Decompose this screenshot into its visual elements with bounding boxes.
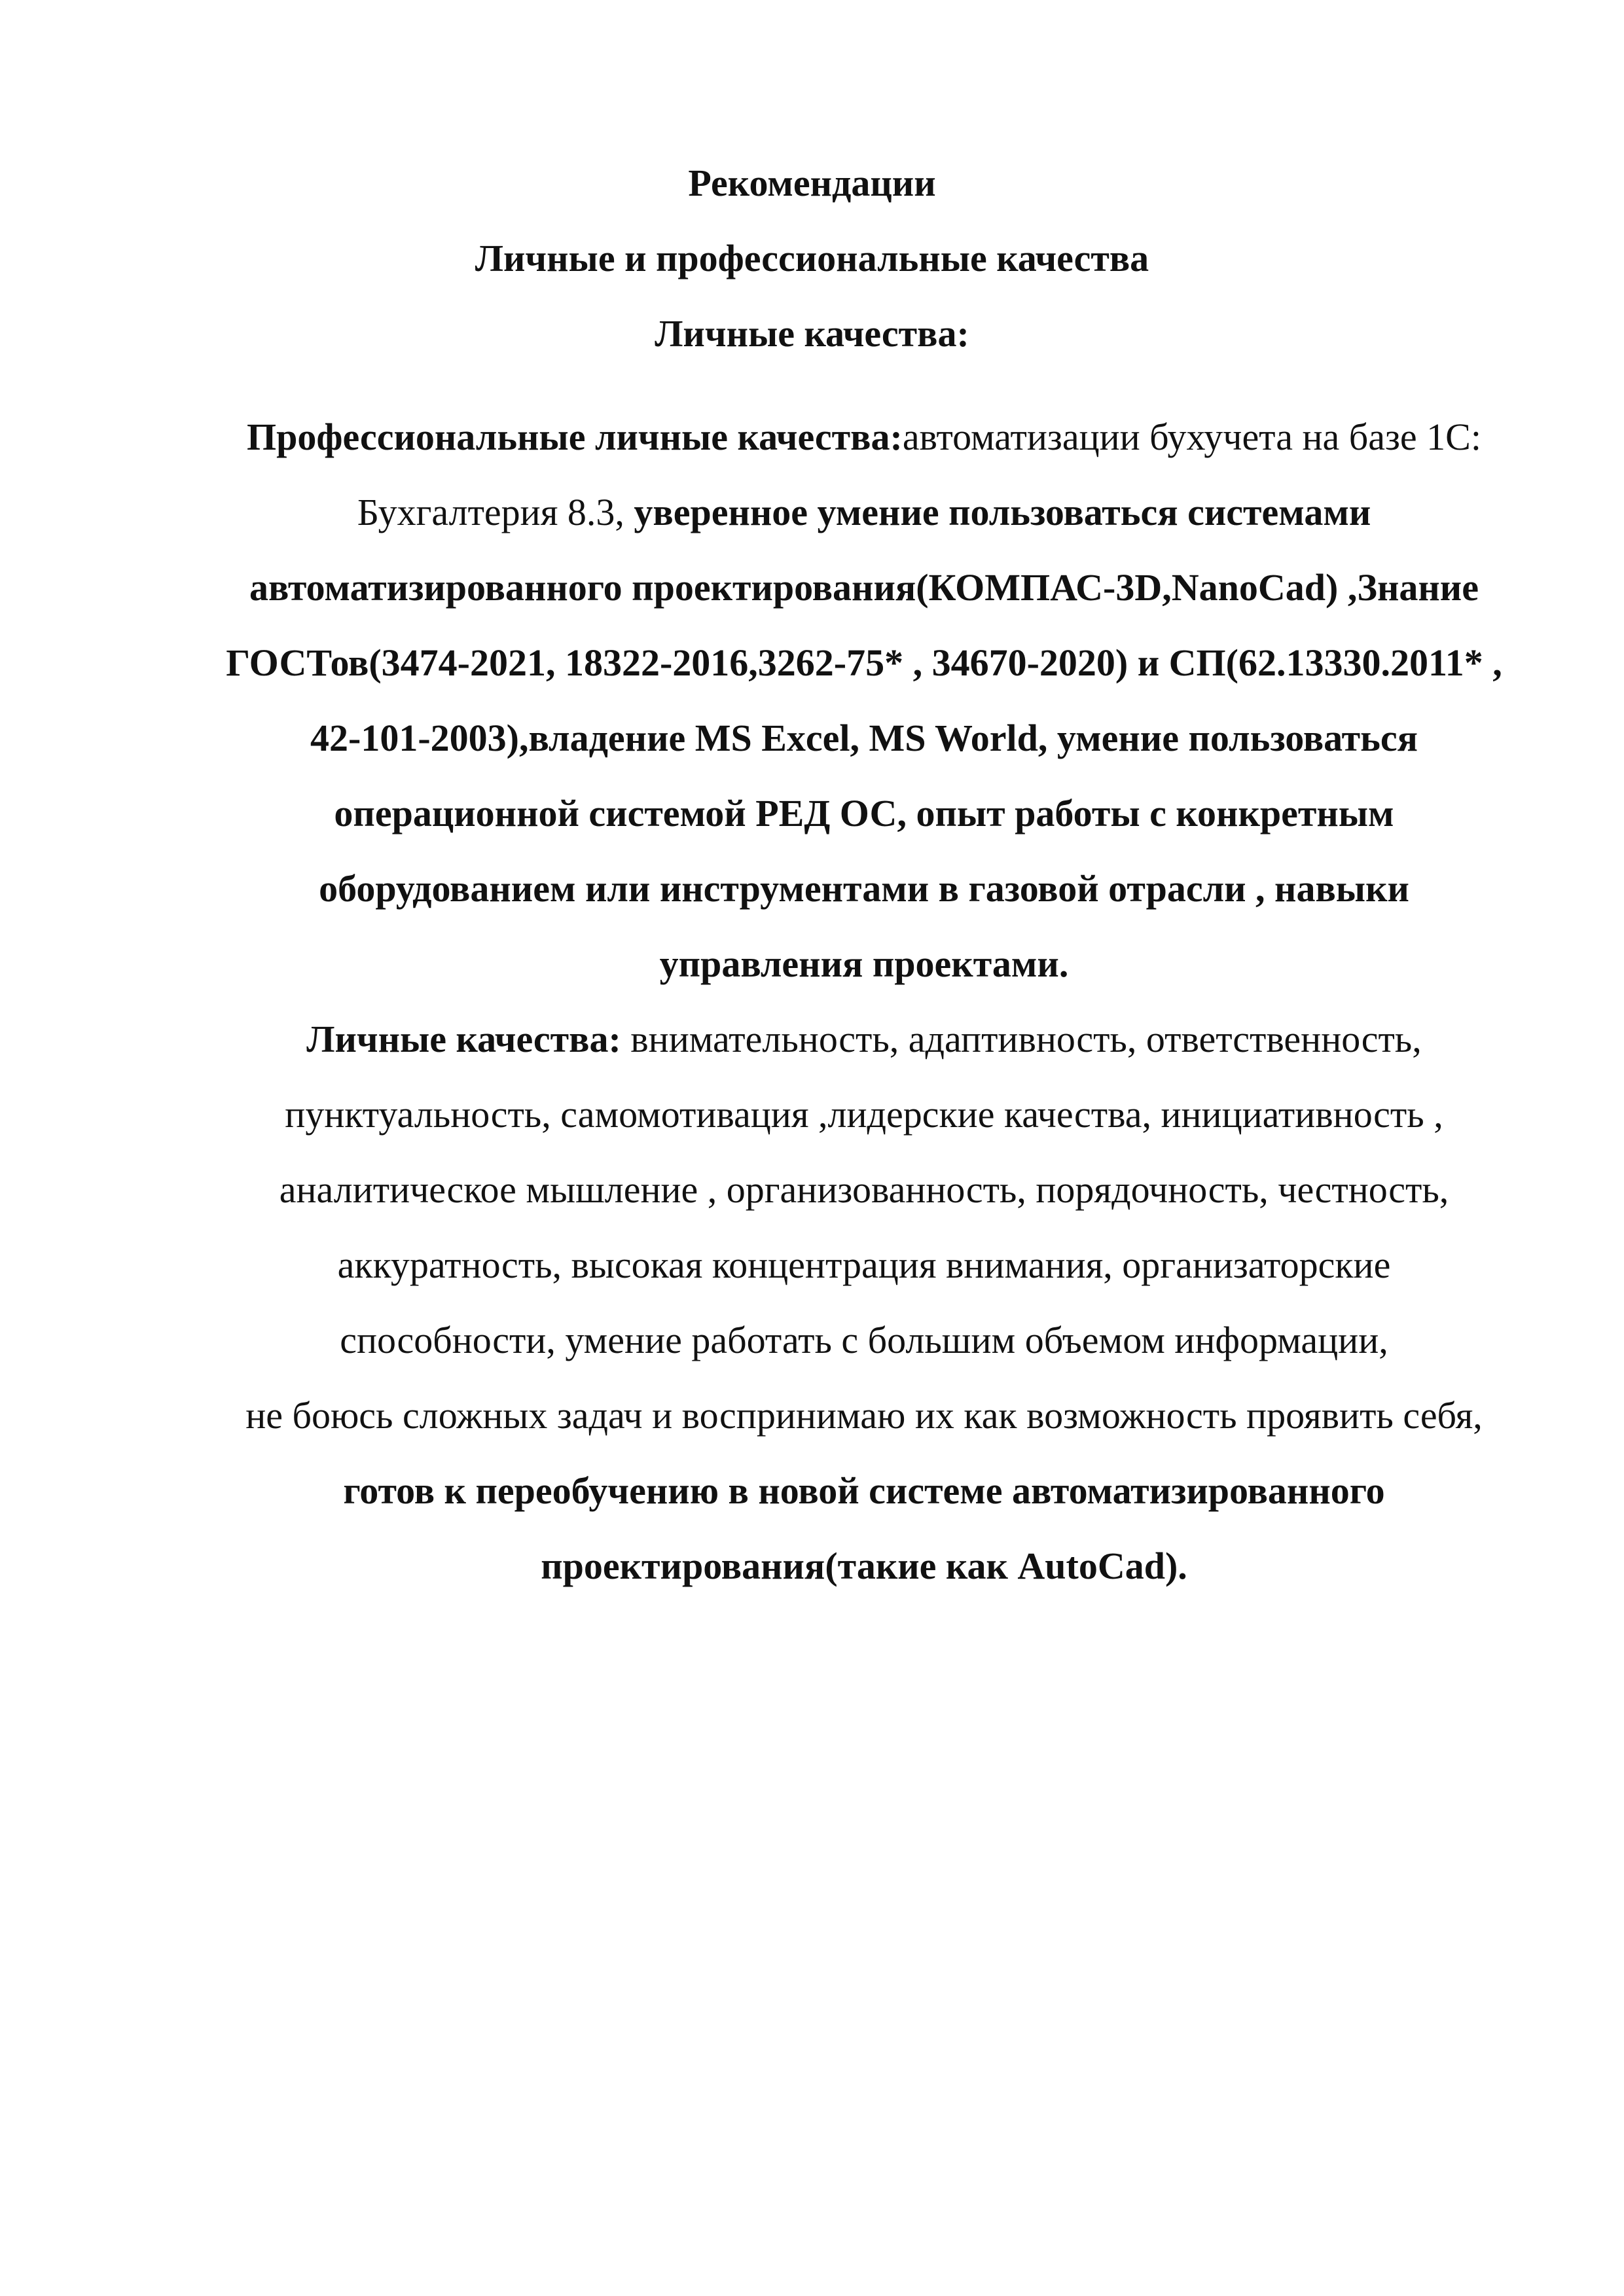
- personal-traits: внимательность, адаптивность, ответственность, пунктуальность, самомотивация ,лидерские качества, инициативность , аналитическое мышление , организованность, порядочность, честность, аккуратность, высокая концентрация внимания, организаторские способности, умение работать с большим объемом информации,: [279, 1018, 1449, 1361]
- challenge-paragraph: [226, 1378, 1502, 1604]
- retraining-text: готов к переобучению в новой системе автоматизированного проектирования(такие как AutoCad).: [343, 1469, 1385, 1587]
- document-title: Рекомендации: [688, 162, 936, 204]
- professional-text: автоматизации бухучета на базе 1С: Бухгалтерия 8.3,: [357, 416, 1481, 533]
- document-subtitle: Личные и профессиональные качества: [475, 237, 1149, 279]
- professional-paragraph: [226, 399, 1502, 1001]
- personal-paragraph: [226, 1001, 1502, 1378]
- professional-skills: уверенное умение пользоваться системами автоматизированного проектирования(КОМПАС-3D,NanoCad) ,Знание ГОСТов(3474-2021, 18322-2016,3262-75* , 34670-2020) и СП(62.13330.2011* , 42-101-2003),владение MS Excel, MS World, умение пользоваться операционной системой РЕД ОС, опыт работы с конкретным оборудованием или инструментами в газовой отрасли , навыки управления проектами.: [226, 491, 1502, 985]
- challenge-text: не боюсь сложных задач и воспринимаю их как возможность проявить себя,: [245, 1394, 1483, 1437]
- qualities-text: [226, 399, 1502, 1604]
- heading-block: [0, 145, 1624, 371]
- section-heading: Личные качества:: [655, 312, 969, 355]
- personal-label: Личные качества:: [306, 1018, 621, 1060]
- professional-label: Профессиональные личные качества:: [247, 416, 903, 458]
